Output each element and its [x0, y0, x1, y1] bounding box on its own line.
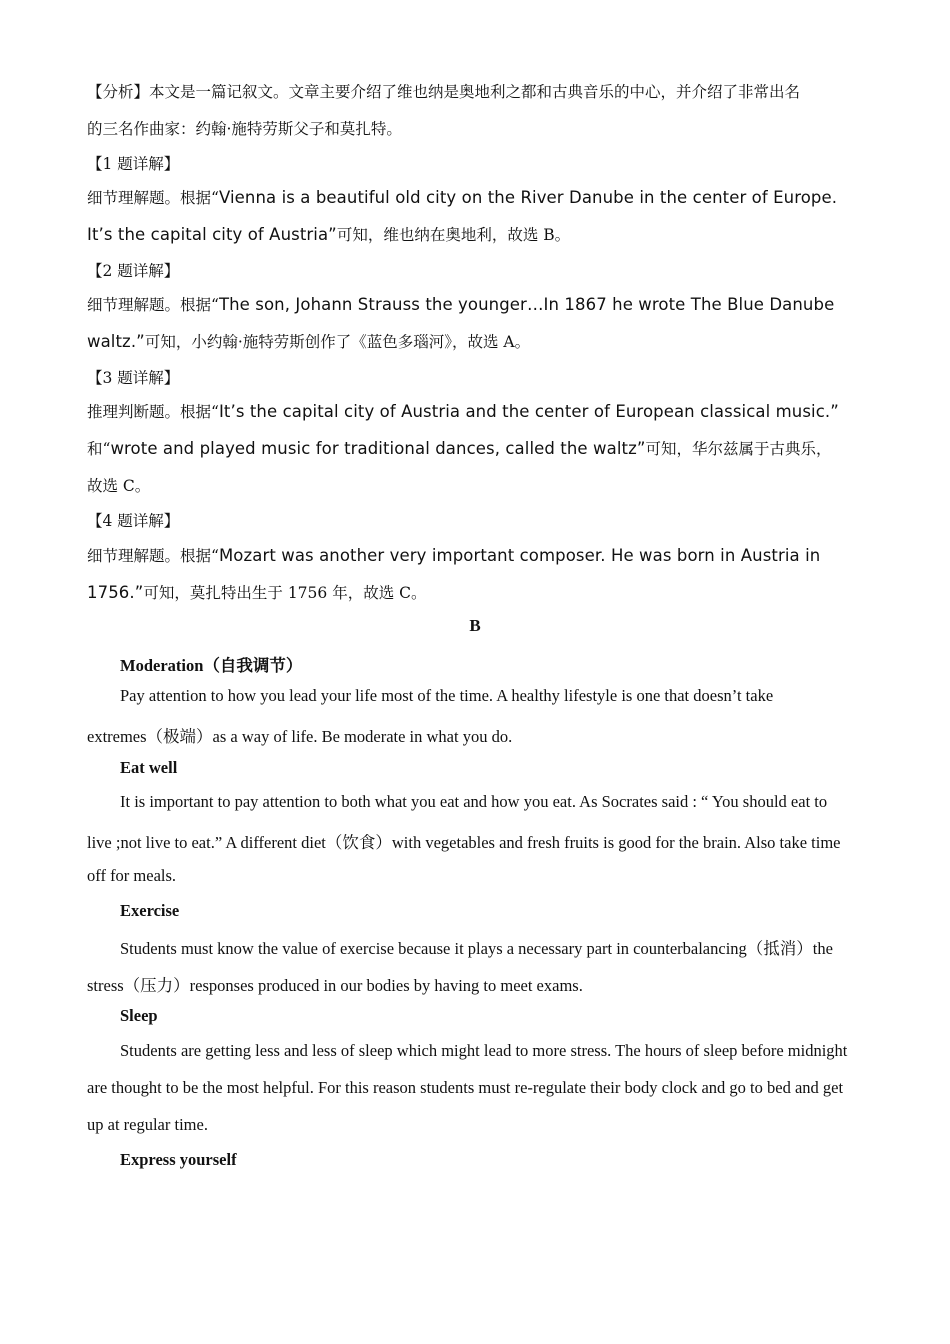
- exercise-line-2: stress（压力）responses produced in our bodies by having to meet exams.: [87, 976, 583, 995]
- q3-lead-2: 和“: [87, 440, 111, 458]
- moderation-heading: Moderation（自我调节）: [120, 656, 303, 675]
- moderation-line-1: Pay attention to how you lead your life most of the time. A healthy lifestyle is one that doesn’t take: [120, 686, 774, 705]
- sleep-heading: Sleep: [120, 1006, 158, 1025]
- q1-heading: 【1 题详解】: [87, 155, 180, 173]
- q4-tail: 可知，莫扎特出生于 1756 年，故选 C。: [143, 584, 427, 602]
- analysis-line-2: 的三名作曲家：约翰·施特劳斯父子和莫扎特。: [87, 120, 402, 138]
- q1-line-1: [87, 186, 863, 208]
- sleep-line-1: Students are getting less and less of sleep which might lead to more stress. The hours of sleep before midnight: [120, 1041, 848, 1060]
- sleep-line-2: are thought to be the most helpful. For this reason students must re-regulate their body clock and go to bed and get: [87, 1078, 844, 1097]
- section-title: B: [469, 616, 481, 635]
- q3-tail: 可知，华尔兹属于古典乐，: [645, 440, 832, 458]
- sleep-line-3: up at regular time.: [87, 1115, 208, 1134]
- q3-line-1: [87, 400, 863, 422]
- q2-quote-2: waltz.”: [87, 332, 145, 351]
- q1-tail: 可知，维也纳在奥地利，故选 B。: [336, 226, 571, 244]
- express-heading: Express yourself: [120, 1150, 237, 1169]
- analysis-line-1: 【分析】本文是一篇记叙文。文章主要介绍了维也纳是奥地利之都和古典音乐的中心，并介绍了非常出名: [87, 83, 801, 101]
- q1-quote-2: It’s the capital city of Austria”: [87, 225, 337, 244]
- eat-line-1: It is important to pay attention to both what you eat and how you eat. As Socrates said : “ You should eat to: [120, 792, 828, 811]
- moderation-line-2: extremes（极端）as a way of life. Be moderate in what you do.: [87, 727, 513, 746]
- q4-quote-2: 1756.”: [87, 583, 144, 602]
- q3-quote-1: It’s the capital city of Austria and the center of European classical music.”: [218, 402, 839, 421]
- q2-lead: 细节理解题。根据“: [87, 296, 219, 314]
- q2-line-2: [87, 330, 863, 352]
- eat-line-3: off for meals.: [87, 866, 177, 885]
- q2-line-1: [87, 293, 863, 315]
- q1-lead: 细节理解题。根据“: [87, 189, 219, 207]
- q4-line-2: [87, 581, 863, 603]
- q3-tail-2: 故选 C。: [87, 477, 151, 495]
- q3-heading: 【3 题详解】: [87, 369, 180, 387]
- q1-quote-1: Vienna is a beautiful old city on the River Danube in the center of Europe.: [218, 188, 838, 207]
- q4-heading: 【4 题详解】: [87, 512, 180, 530]
- q3-line-3: [87, 474, 863, 496]
- eat-heading: Eat well: [120, 758, 178, 777]
- q3-line-2: [87, 437, 863, 459]
- q4-quote-1: Mozart was another very important composer. He was born in Austria in: [218, 546, 821, 565]
- q2-tail: 可知，小约翰·施特劳斯创作了《蓝色多瑙河》，故选 A。: [144, 333, 531, 351]
- q2-quote-1: The son, Johann Strauss the younger…In 1867 he wrote The Blue Danube: [218, 295, 835, 314]
- q4-line-1: [87, 544, 863, 566]
- eat-line-2: live ;not live to eat.” A different diet（饮食）with vegetables and fresh fruits is good for the brain. Also take time: [87, 833, 841, 852]
- q2-heading: 【2 题详解】: [87, 262, 180, 280]
- q1-line-2: [87, 223, 863, 245]
- q4-lead: 细节理解题。根据“: [87, 547, 219, 565]
- q3-quote-2: wrote and played music for traditional dances, called the waltz”: [110, 439, 646, 458]
- exercise-line-1: Students must know the value of exercise because it plays a necessary part in counterbalancing（抵消）the: [120, 939, 833, 958]
- exercise-heading: Exercise: [120, 901, 180, 920]
- q3-lead: 推理判断题。根据“: [87, 403, 219, 421]
